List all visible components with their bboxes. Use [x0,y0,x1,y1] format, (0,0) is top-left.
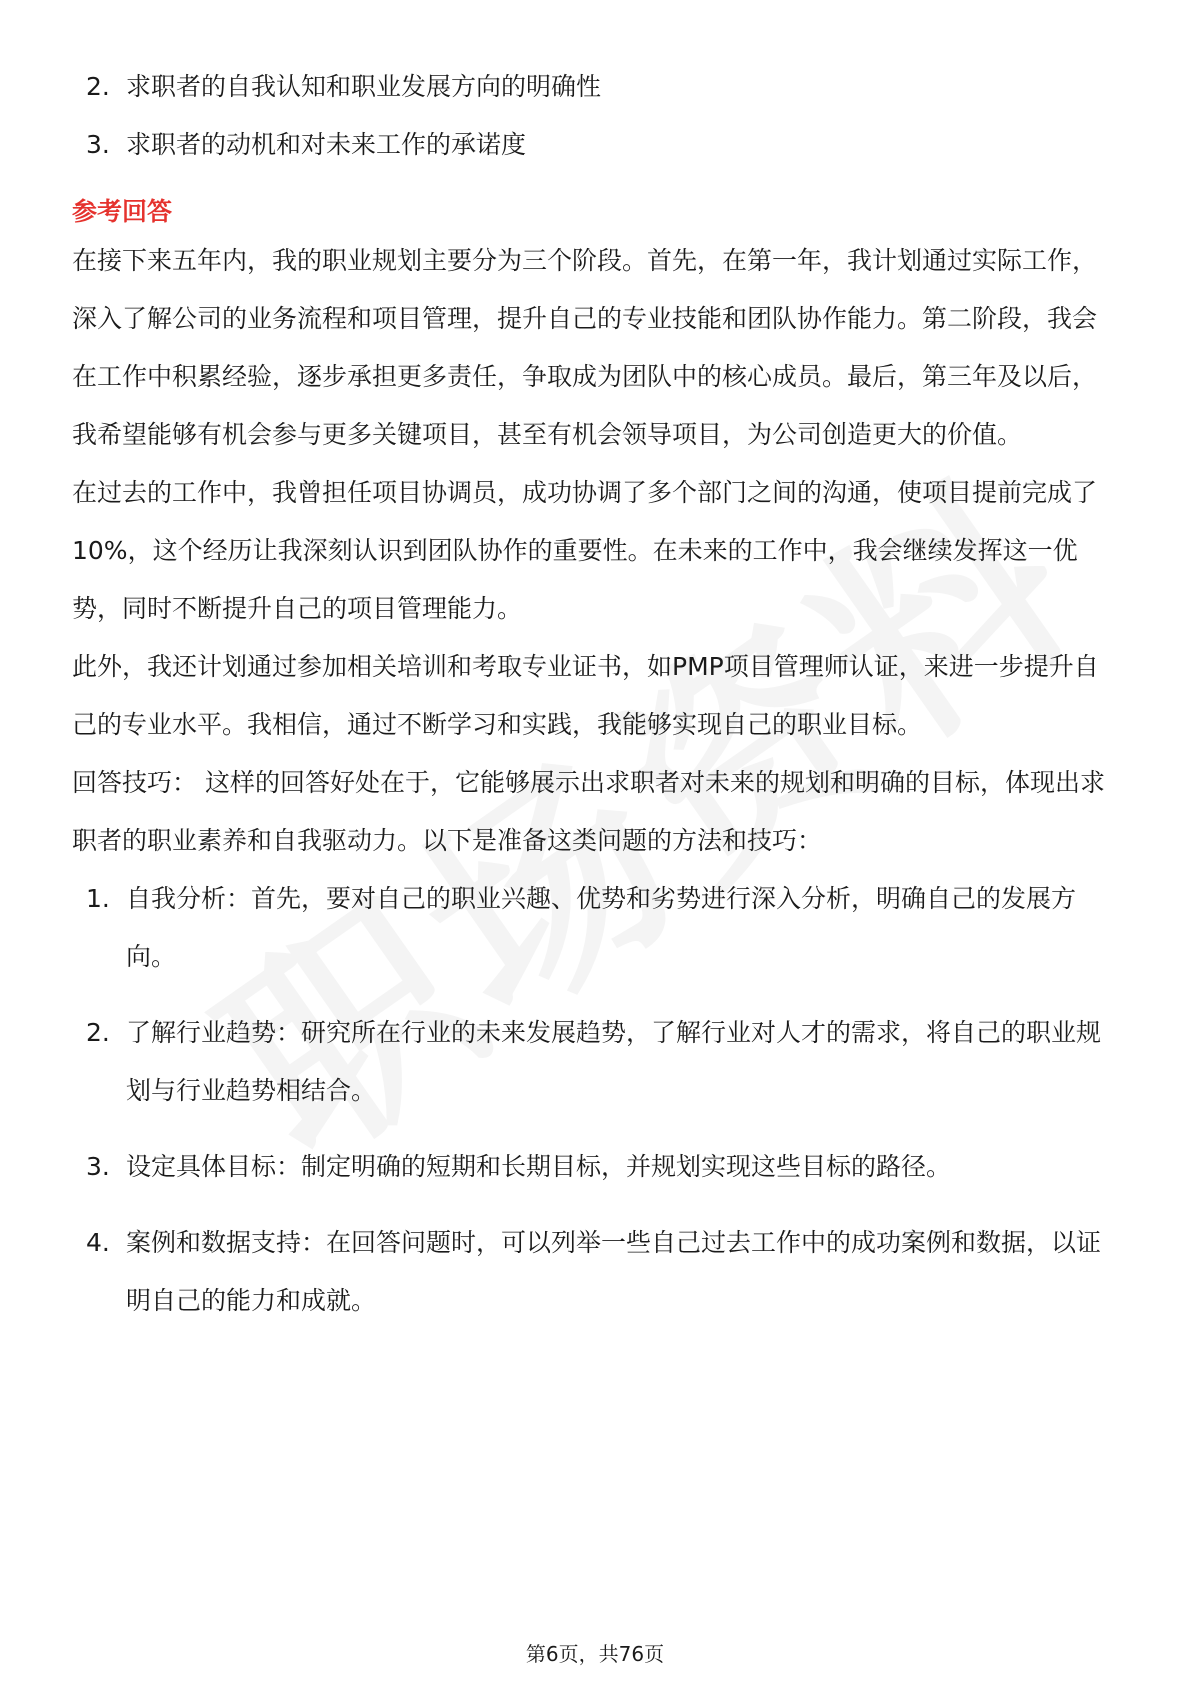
list-number: 2. [86,1018,110,1047]
list-number: 1. [86,884,110,913]
answer-paragraph-2: 在过去的工作中，我曾担任项目协调员，成功协调了多个部门之间的沟通，使项目提前完成了10%，这个经历让我深刻认识到团队协作的重要性。在未来的工作中，我会继续发挥这一优势，同时不断提升自己的项目管理能力。 [72,478,1098,623]
list-number: 2. [86,72,110,101]
answer-paragraph-1: 在接下来五年内，我的职业规划主要分为三个阶段。首先，在第一年，我计划通过实际工作，深入了解公司的业务流程和项目管理，提升自己的专业技能和团队协作能力。第二阶段，我会在工作中积累经验，逐步承担更多责任，争取成为团队中的核心成员。最后，第三年及以后，我希望能够有机会参与更多关键项目，甚至有机会领导项目，为公司创造更大的价值。 [72,246,1098,449]
list-item [72,1138,1118,1196]
list-item-text: 求职者的动机和对未来工作的承诺度 [126,130,527,159]
list-number: 3. [86,1152,110,1181]
criteria-list [72,58,1118,174]
tips-intro-paragraph: 回答技巧： 这样的回答好处在于，它能够展示出求职者对未来的规划和明确的目标，体现出求职者的职业素养和自我驱动力。以下是准备这类问题的方法和技巧： [72,768,1105,855]
list-item [72,870,1118,986]
answer-heading: 参考回答 [72,197,173,226]
list-item [72,58,1118,116]
list-item [72,1214,1118,1330]
list-item-text: 了解行业趋势：研究所在行业的未来发展趋势，了解行业对人才的需求，将自己的职业规划与行业趋势相结合。 [126,1018,1102,1105]
list-item-text: 求职者的自我认知和职业发展方向的明确性 [126,72,602,101]
list-item-text: 案例和数据支持：在回答问题时，可以列举一些自己过去工作中的成功案例和数据，以证明自己的能力和成就。 [126,1228,1102,1315]
list-number: 4. [86,1228,110,1257]
page-footer: 第6页，共76页 [525,1642,665,1666]
list-item-text: 自我分析：首先，要对自己的职业兴趣、优势和劣势进行深入分析，明确自己的发展方向。 [126,884,1077,971]
list-item-text: 设定具体目标：制定明确的短期和长期目标，并规划实现这些目标的路径。 [126,1152,952,1181]
list-item [72,116,1118,174]
page-content [72,58,1118,1348]
answer-paragraph-3: 此外，我还计划通过参加相关培训和考取专业证书，如PMP项目管理师认证，来进一步提升自己的专业水平。我相信，通过不断学习和实践，我能够实现自己的职业目标。 [72,652,1099,739]
list-number: 3. [86,130,110,159]
list-item [72,1004,1118,1120]
tips-list [72,870,1118,1330]
